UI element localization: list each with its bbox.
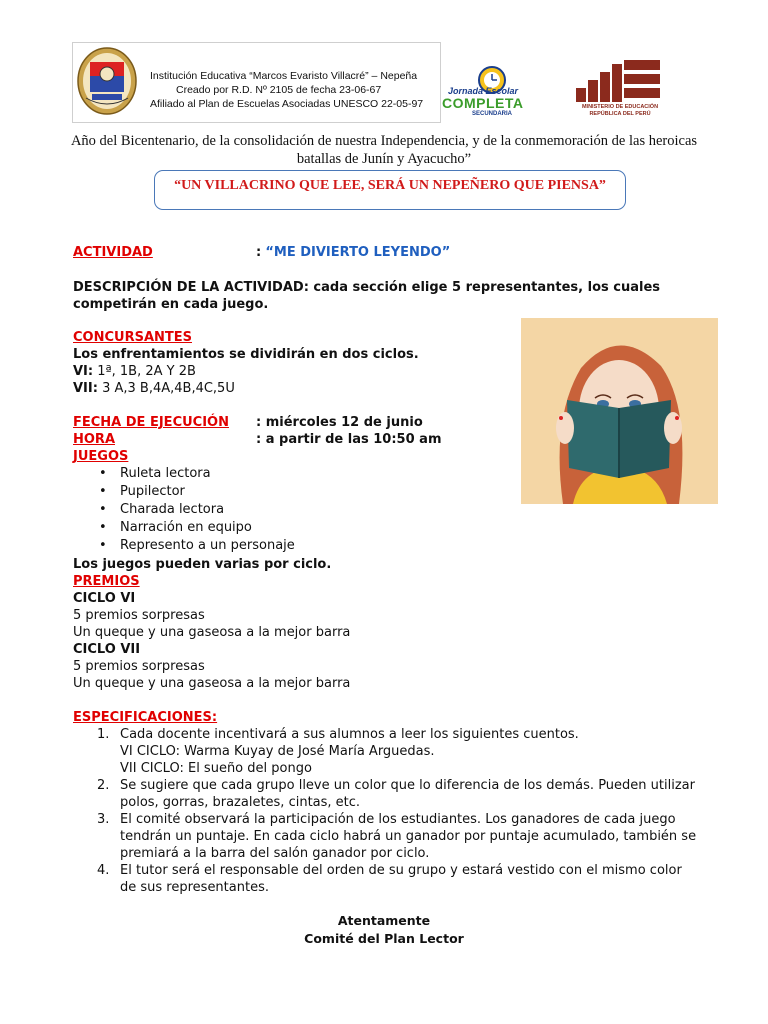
ciclo-vii-label: VII:	[73, 381, 98, 396]
list-item: • Pupilector	[73, 483, 295, 501]
ciclo-vi-value: 1ª, 1B, 2A Y 2B	[97, 364, 196, 379]
institution-creation: Creado por R.D. Nº 2105 de fecha 23-06-67	[176, 84, 382, 96]
closing-signature: Comité del Plan Lector	[304, 931, 464, 946]
specifications-list	[73, 726, 713, 896]
ciclo-vi-participants	[73, 363, 196, 380]
spec-line: Cada docente incentivará a sus alumnos a leer los siguientes cuentos.	[120, 727, 579, 742]
ministry-logo-text	[572, 104, 668, 118]
ciclo-vi-label: VI:	[73, 364, 94, 379]
spec-line: El comité observará la participación de los estudiantes. Los ganadores de cada juego	[120, 812, 676, 827]
spec-line: de sus representantes.	[120, 880, 269, 895]
motto: “UN VILLACRINO QUE LEE, SERÁ UN NEPEÑERO QUE PIENSA”	[174, 178, 606, 193]
jornada-logo-line3: SECUNDARIA	[472, 111, 513, 117]
ciclo-vi-prize-2: Un queque y una gaseosa a la mejor barra	[73, 625, 351, 640]
institution-name: Institución Educativa “Marcos Evaristo Villacré” – Nepeña	[150, 70, 418, 82]
actividad-value: “ME DIVIERTO LEYENDO”	[265, 245, 451, 260]
list-item	[73, 862, 713, 896]
ciclo-vii-title: CICLO VII	[73, 642, 141, 657]
list-item: • Ruleta lectora	[73, 465, 295, 483]
games-note: Los juegos pueden varias por ciclo.	[73, 557, 332, 572]
fecha-label: FECHA DE EJECUCIÓN	[73, 415, 229, 430]
ministry-of-education-logo	[572, 58, 668, 122]
school-crest-logo	[76, 46, 138, 116]
item-number: 4.	[97, 863, 110, 878]
ciclo-vii-participants	[73, 380, 235, 397]
concursantes-intro: Los enfrentamientos se dividirán en dos ciclos.	[73, 347, 419, 362]
games-list	[73, 465, 295, 555]
spec-line: Se sugiere que cada grupo lleve un color que lo diferencia de los demás. Pueden utilizar	[120, 778, 695, 793]
descripcion-line1: DESCRIPCIÓN DE LA ACTIVIDAD: cada sección elige 5 representantes, los cuales	[73, 280, 661, 295]
jornada-escolar-completa-logo	[440, 64, 548, 120]
especificaciones-label: ESPECIFICACIONES:	[73, 710, 218, 725]
spec-line: polos, gorras, brazaletes, cintas, etc.	[120, 795, 361, 810]
spec-line: VI CICLO: Warma Kuyay de José María Arguedas.	[120, 744, 435, 759]
ciclo-vi-title: CICLO VI	[73, 591, 136, 606]
item-number: 3.	[97, 812, 110, 827]
fecha-value: : miércoles 12 de junio	[256, 415, 423, 430]
actividad-value-row	[256, 244, 450, 261]
hora-value: : a partir de las 10:50 am	[256, 432, 442, 447]
ministry-logo-line1: MINISTERIO DE EDUCACIÓN	[581, 104, 659, 110]
list-item	[73, 811, 713, 862]
ciclo-vii-prize-2: Un queque y una gaseosa a la mejor barra	[73, 676, 351, 691]
list-item: • Represento a un personaje	[73, 537, 295, 555]
jornada-logo-line1: Jornada Escolar	[448, 86, 519, 96]
list-item	[73, 726, 713, 777]
ciclo-vii-prize-1: 5 premios sorpresas	[73, 659, 205, 674]
list-item	[73, 777, 713, 811]
list-item: • Charada lectora	[73, 501, 295, 519]
actividad-colon: :	[256, 245, 262, 260]
descripcion-line2: competirán en cada juego.	[73, 297, 269, 312]
institution-info	[150, 69, 423, 111]
juegos-label: JUEGOS	[73, 449, 129, 464]
item-number: 1.	[97, 727, 110, 742]
closing-greeting: Atentamente	[337, 913, 431, 928]
ministry-logo-line2: REPÚBLICA DEL PERÚ	[589, 111, 651, 117]
item-number: 2.	[97, 778, 110, 793]
ciclo-vi-prize-1: 5 premios sorpresas	[73, 608, 205, 623]
spec-line: premiará a la barra del salón ganador por ciclo.	[120, 846, 430, 861]
concursantes-label: CONCURSANTES	[73, 330, 192, 345]
list-item: • Narración en equipo	[73, 519, 295, 537]
spec-line: El tutor será el responsable del orden de su grupo y estará vestido con el mismo color	[120, 863, 682, 878]
premios-label: PREMIOS	[73, 574, 140, 589]
actividad-label: ACTIVIDAD	[73, 245, 153, 260]
hora-label: HORA	[73, 432, 116, 447]
spec-line: tendrán un puntaje. En cada ciclo habrá un ganador por puntaje acumulado, también se	[120, 829, 697, 844]
girl-reading-illustration	[521, 318, 718, 504]
institution-unesco: Afiliado al Plan de Escuelas Asociadas UNESCO 22-05-97	[150, 98, 424, 110]
jornada-logo-line2: COMPLETA	[442, 95, 524, 111]
actividad-row	[73, 244, 153, 261]
closing-block	[0, 912, 768, 948]
year-title: Año del Bicentenario, de la consolidación de nuestra Independencia, y de la conmemoración de las heroicas batallas de Junín y Ayacucho”	[70, 133, 698, 167]
spec-line: VII CICLO: El sueño del pongo	[120, 761, 312, 776]
ciclo-vii-value: 3 A,3 B,4A,4B,4C,5U	[102, 381, 235, 396]
